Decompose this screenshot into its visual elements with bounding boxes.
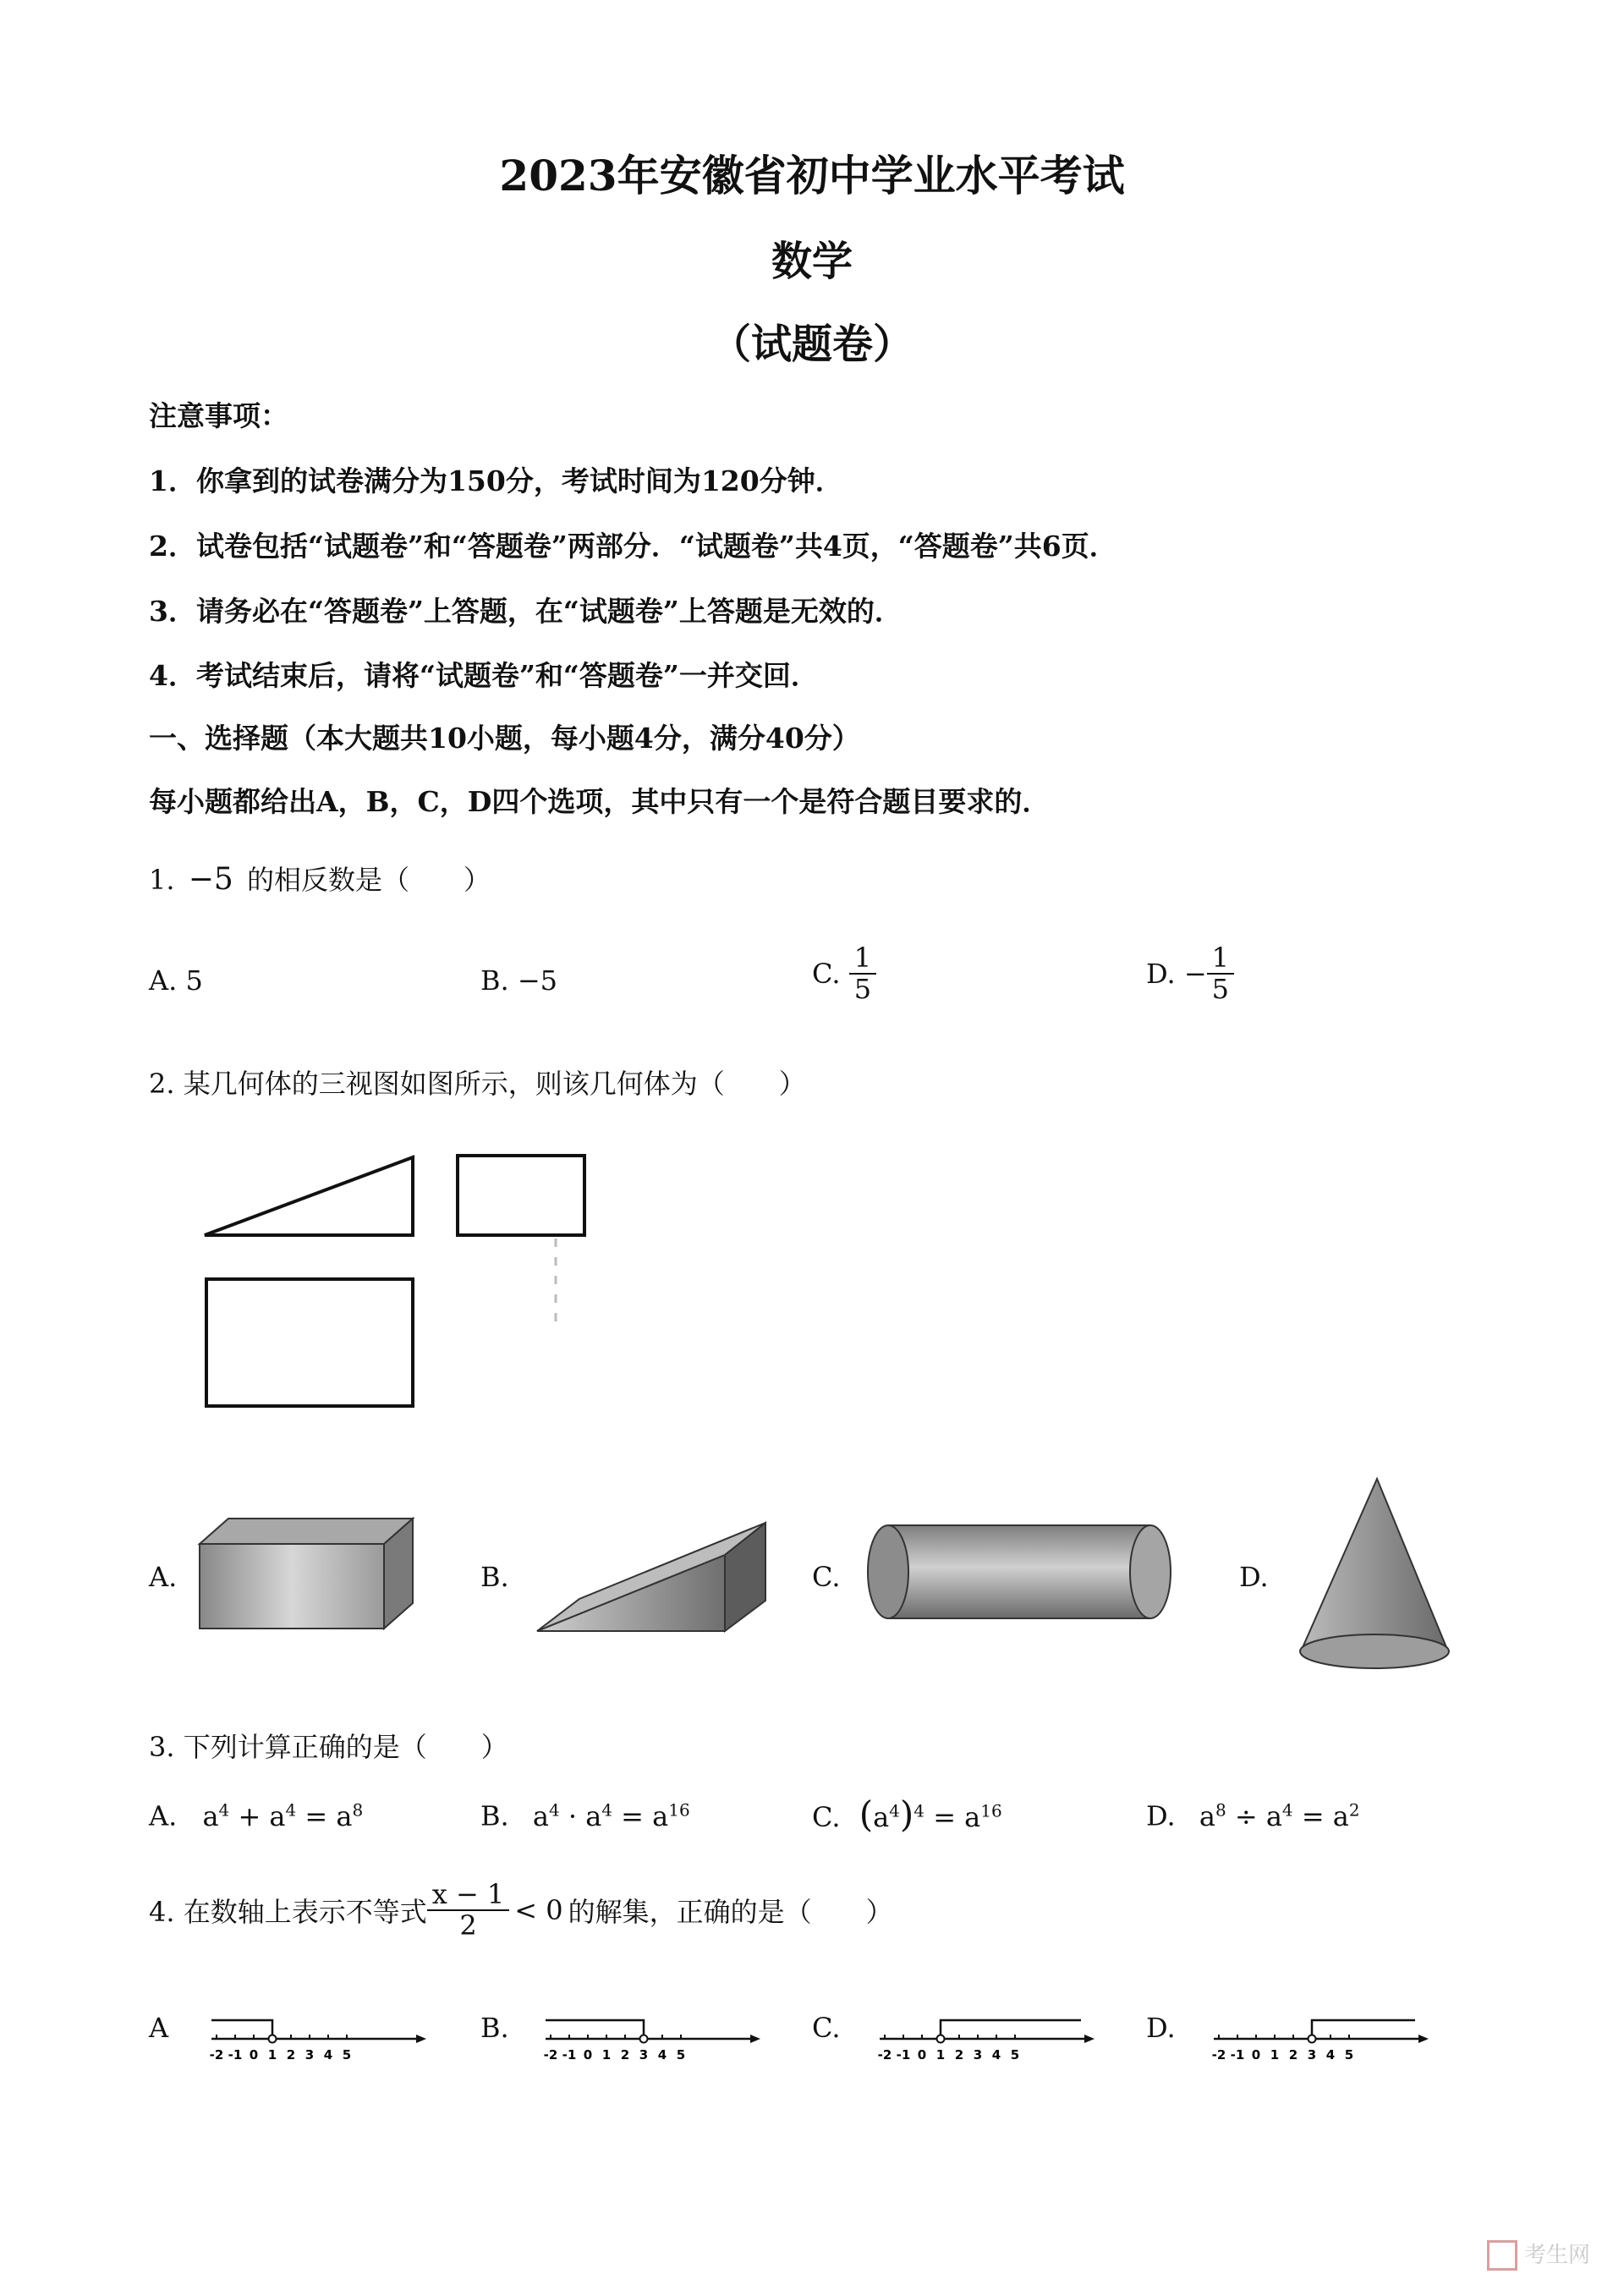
tick-label: 0 — [1251, 2047, 1261, 2063]
tick-label: 4 — [657, 2047, 667, 2063]
subject-title: 数学 — [771, 238, 853, 285]
tick-label: 3 — [639, 2047, 649, 2063]
side-view-drawing — [453, 1151, 601, 1337]
tick-label: -1 — [228, 2047, 243, 2063]
solution-bracket — [546, 2020, 644, 2035]
tick-label: 5 — [1010, 2047, 1020, 2063]
note-item-3: 3．请务必在“答题卷”上答题，在“试题卷”上答题是无效的． — [149, 595, 903, 628]
q1-value: −5 — [188, 862, 233, 897]
tick-label: 2 — [620, 2047, 630, 2063]
note-item-2: 2．试卷包括“试题卷”和“答题卷”两部分．“试题卷”共4页，“答题卷”共6页． — [149, 530, 1117, 563]
open-circle — [1309, 2035, 1316, 2043]
q4-option-a-label: A — [149, 2012, 169, 2044]
q4-option-b-label: B. — [480, 2012, 509, 2044]
tick-label: 1 — [1270, 2047, 1280, 2063]
q1-option-c: C. $\frac{1}{5}$ — [812, 943, 876, 1004]
section-instruction: 每小题都给出A，B，C，D四个选项，其中只有一个是符合题目要求的． — [149, 785, 1051, 818]
tick-label: 1 — [935, 2047, 946, 2063]
tick-label: -1 — [562, 2047, 577, 2063]
section-heading: 一、选择题（本大题共10小题，每小题4分，满分40分） — [149, 722, 860, 755]
tick-label: 4 — [1325, 2047, 1336, 2063]
axis-arrow — [750, 2035, 760, 2043]
tick-label: 0 — [583, 2047, 593, 2063]
tick-label: 2 — [954, 2047, 964, 2063]
number-line-a — [195, 1992, 431, 2068]
axis-arrow — [1084, 2035, 1095, 2043]
tick-label: -1 — [896, 2047, 911, 2063]
tick-label: 0 — [249, 2047, 259, 2063]
q2-option-c-label: C. — [812, 1561, 841, 1593]
q1-option-b: B. −5 — [480, 964, 558, 997]
axis-arrow — [416, 2035, 426, 2043]
tick-label: -1 — [1230, 2047, 1245, 2063]
question-4: 4. 在数轴上表示不等式 $\frac{x - 1}{2}$ < 0 的解集，正确的是（ ） — [149, 1878, 893, 1942]
open-circle — [269, 2035, 277, 2043]
top-view-rectangle — [206, 1279, 413, 1406]
q4-option-c-label: C. — [812, 2012, 841, 2044]
q1-text: 的相反数是（ ） — [246, 864, 491, 896]
cone-image — [1294, 1472, 1463, 1675]
side-view-rectangle — [458, 1156, 584, 1235]
cuboid-image — [195, 1510, 423, 1637]
tick-label: -2 — [543, 2047, 558, 2063]
tick-label: 3 — [1307, 2047, 1317, 2063]
question-3: 3. 下列计算正确的是（ ） — [149, 1731, 508, 1763]
tick-label: 4 — [991, 2047, 1001, 2063]
q2-option-a-label: A. — [149, 1561, 178, 1593]
solution-bracket — [1312, 2020, 1415, 2035]
q4-fraction: $\frac{x - 1}{2}$ — [427, 1880, 510, 1941]
volume-title: （试题卷） — [710, 321, 914, 368]
open-circle — [640, 2035, 648, 2043]
q1-number: 1. — [149, 864, 175, 896]
watermark-logo: 考生网 — [1487, 2238, 1590, 2271]
note-item-1: 1．你拿到的试卷满分为150分，考试时间为120分钟． — [149, 464, 843, 497]
notes-heading: 注意事项： — [149, 399, 288, 432]
question-2: 2. 某几何体的三视图如图所示，则该几何体为（ ） — [149, 1068, 806, 1100]
open-circle — [937, 2035, 945, 2043]
q2-option-b-label: B. — [480, 1561, 509, 1593]
tick-label: 3 — [973, 2047, 983, 2063]
q3-option-b: B. $a^4 \cdot a^4 = a^{16}$ — [480, 1799, 690, 1832]
exam-title: 2023年安徽省初中学业水平考试 — [499, 151, 1125, 200]
number-line-c — [863, 1992, 1100, 2068]
tick-label: 3 — [304, 2047, 315, 2063]
q3-option-d: D. $a^8 \div a^4 = a^2$ — [1146, 1799, 1360, 1832]
q3-option-a: A. $a^4 + a^4 = a^8$ — [149, 1799, 364, 1832]
tick-label: 4 — [323, 2047, 333, 2063]
tick-label: 0 — [917, 2047, 927, 2063]
tick-label: 2 — [286, 2047, 296, 2063]
q4-option-d-label: D. — [1146, 2012, 1176, 2044]
q2-option-d-label: D. — [1239, 1561, 1269, 1593]
tick-label: 5 — [1344, 2047, 1354, 2063]
q1-option-d: D. − $\frac{1}{5}$ — [1146, 943, 1234, 1004]
q1-option-a: A. 5 — [149, 964, 203, 997]
question-1 — [149, 859, 491, 898]
axis-arrow — [1418, 2035, 1429, 2043]
note-item-4: 4．考试结束后，请将“试题卷”和“答题卷”一并交回． — [149, 659, 819, 692]
tick-label: 2 — [1288, 2047, 1298, 2063]
q3-option-c: C. $(a^4)^4 = a^{16}$ — [812, 1793, 1002, 1835]
number-line-d — [1197, 1992, 1434, 2068]
front-view-triangle — [205, 1157, 413, 1235]
triangular-prism-image — [529, 1506, 782, 1637]
tick-label: -2 — [1211, 2047, 1226, 2063]
tick-label: 1 — [267, 2047, 277, 2063]
number-line-b — [529, 1992, 765, 2068]
cylinder-image — [863, 1519, 1184, 1624]
tick-label: -2 — [209, 2047, 224, 2063]
tick-label: 1 — [601, 2047, 612, 2063]
solution-bracket — [941, 2020, 1081, 2035]
tick-label: 5 — [676, 2047, 686, 2063]
logo-icon — [1487, 2240, 1517, 2271]
solution-bracket — [211, 2020, 272, 2035]
tick-label: 5 — [342, 2047, 352, 2063]
tick-label: -2 — [877, 2047, 892, 2063]
